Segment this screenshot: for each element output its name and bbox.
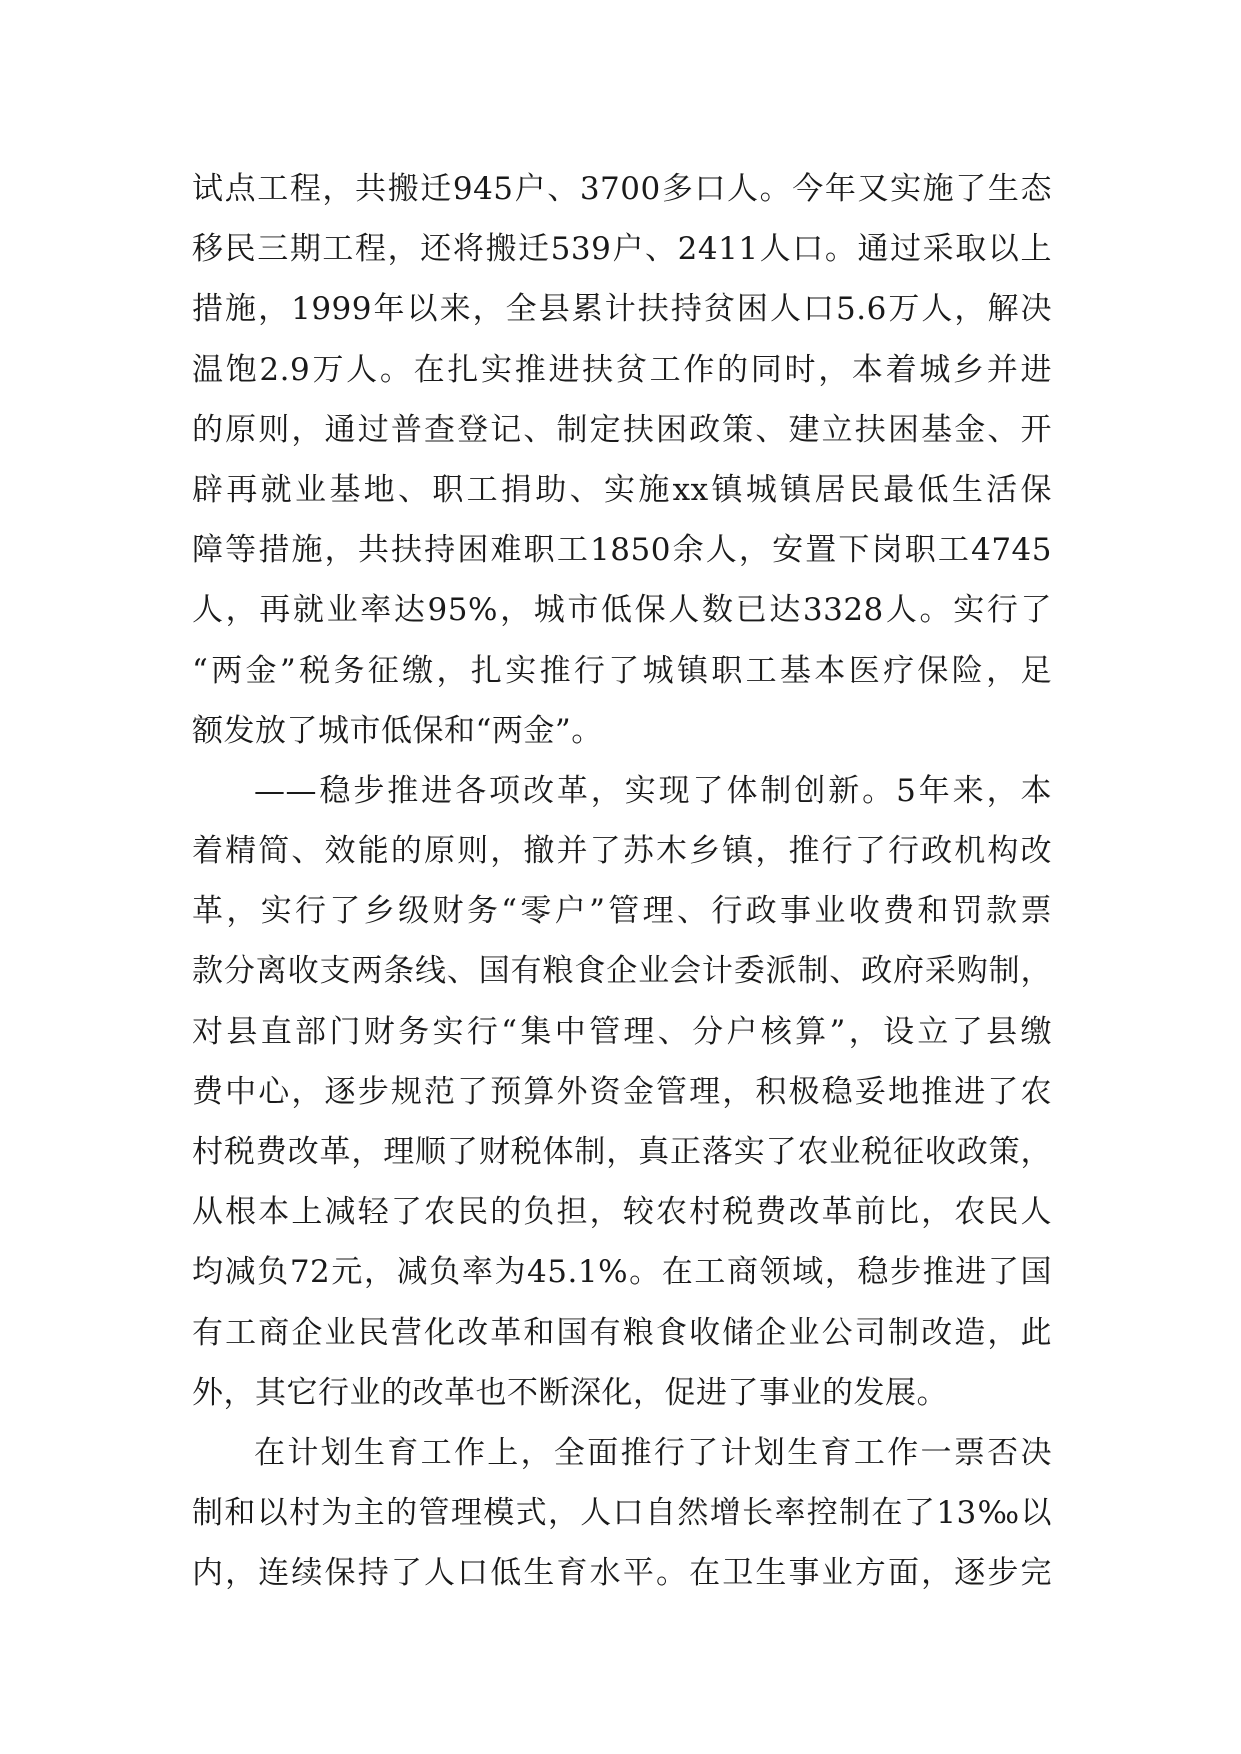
paragraph-reform: [192, 761, 1052, 1423]
text-line: 额发放了城市低保和“两金”。: [192, 712, 603, 749]
text-line: 从根本上减轻了农民的负担，较农村税费改革前比，农民人: [192, 1194, 1052, 1231]
text-line: 辟再就业基地、职工捐助、实施xx镇城镇居民最低生活保: [192, 471, 1052, 508]
text-line: 人，再就业率达95%，城市低保人数已达3328人。实行了: [192, 592, 1052, 629]
text-line: 有工商企业民营化改革和国有粮食收储企业公司制改造，此: [192, 1314, 1052, 1351]
text-line: 措施，1999年以来，全县累计扶持贫困人口5.6万人，解决: [192, 291, 1052, 328]
paragraph-poverty-relief: [192, 159, 1052, 761]
paragraph-family-planning: [192, 1423, 1052, 1604]
text-line: 款分离收支两条线、国有粮食企业会计委派制、政府采购制，: [192, 953, 1052, 990]
text-line: 着精简、效能的原则，撤并了苏木乡镇，推行了行政机构改: [192, 833, 1052, 870]
text-line: 在计划生育工作上，全面推行了计划生育工作一票否决: [254, 1434, 1052, 1471]
text-line: ——稳步推进各项改革，实现了体制创新。5年来，本: [254, 772, 1052, 809]
text-line: 革，实行了乡级财务“零户”管理、行政事业收费和罚款票: [192, 893, 1052, 930]
text-line: 对县直部门财务实行“集中管理、分户核算”，设立了县缴: [192, 1013, 1052, 1050]
text-line: 温饱2.9万人。在扎实推进扶贫工作的同时，本着城乡并进: [192, 351, 1052, 388]
text-line: 的原则，通过普查登记、制定扶困政策、建立扶困基金、开: [192, 411, 1052, 448]
text-line: 外，其它行业的改革也不断深化，促进了事业的发展。: [192, 1374, 948, 1411]
text-line: 费中心，逐步规范了预算外资金管理，积极稳妥地推进了农: [192, 1073, 1052, 1110]
text-line: 移民三期工程，还将搬迁539户、2411人口。通过采取以上: [192, 231, 1052, 268]
text-line: 试点工程，共搬迁945户、3700多口人。今年又实施了生态: [192, 171, 1052, 207]
text-line: 村税费改革，理顺了财税体制，真正落实了农业税征收政策，: [192, 1134, 1052, 1170]
text-line: 内，连续保持了人口低生育水平。在卫生事业方面，逐步完: [192, 1555, 1052, 1592]
body-text: [192, 159, 1052, 1604]
text-line: 障等措施，共扶持困难职工1850余人，安置下岗职工4745: [192, 532, 1052, 569]
text-line: 制和以村为主的管理模式，人口自然增长率控制在了13‰以: [192, 1495, 1052, 1532]
text-line: 均减负72元，减负率为45.1%。在工商领域，稳步推进了国: [192, 1254, 1052, 1291]
text-line: “两金”税务征缴，扎实推行了城镇职工基本医疗保险，足: [192, 652, 1052, 689]
